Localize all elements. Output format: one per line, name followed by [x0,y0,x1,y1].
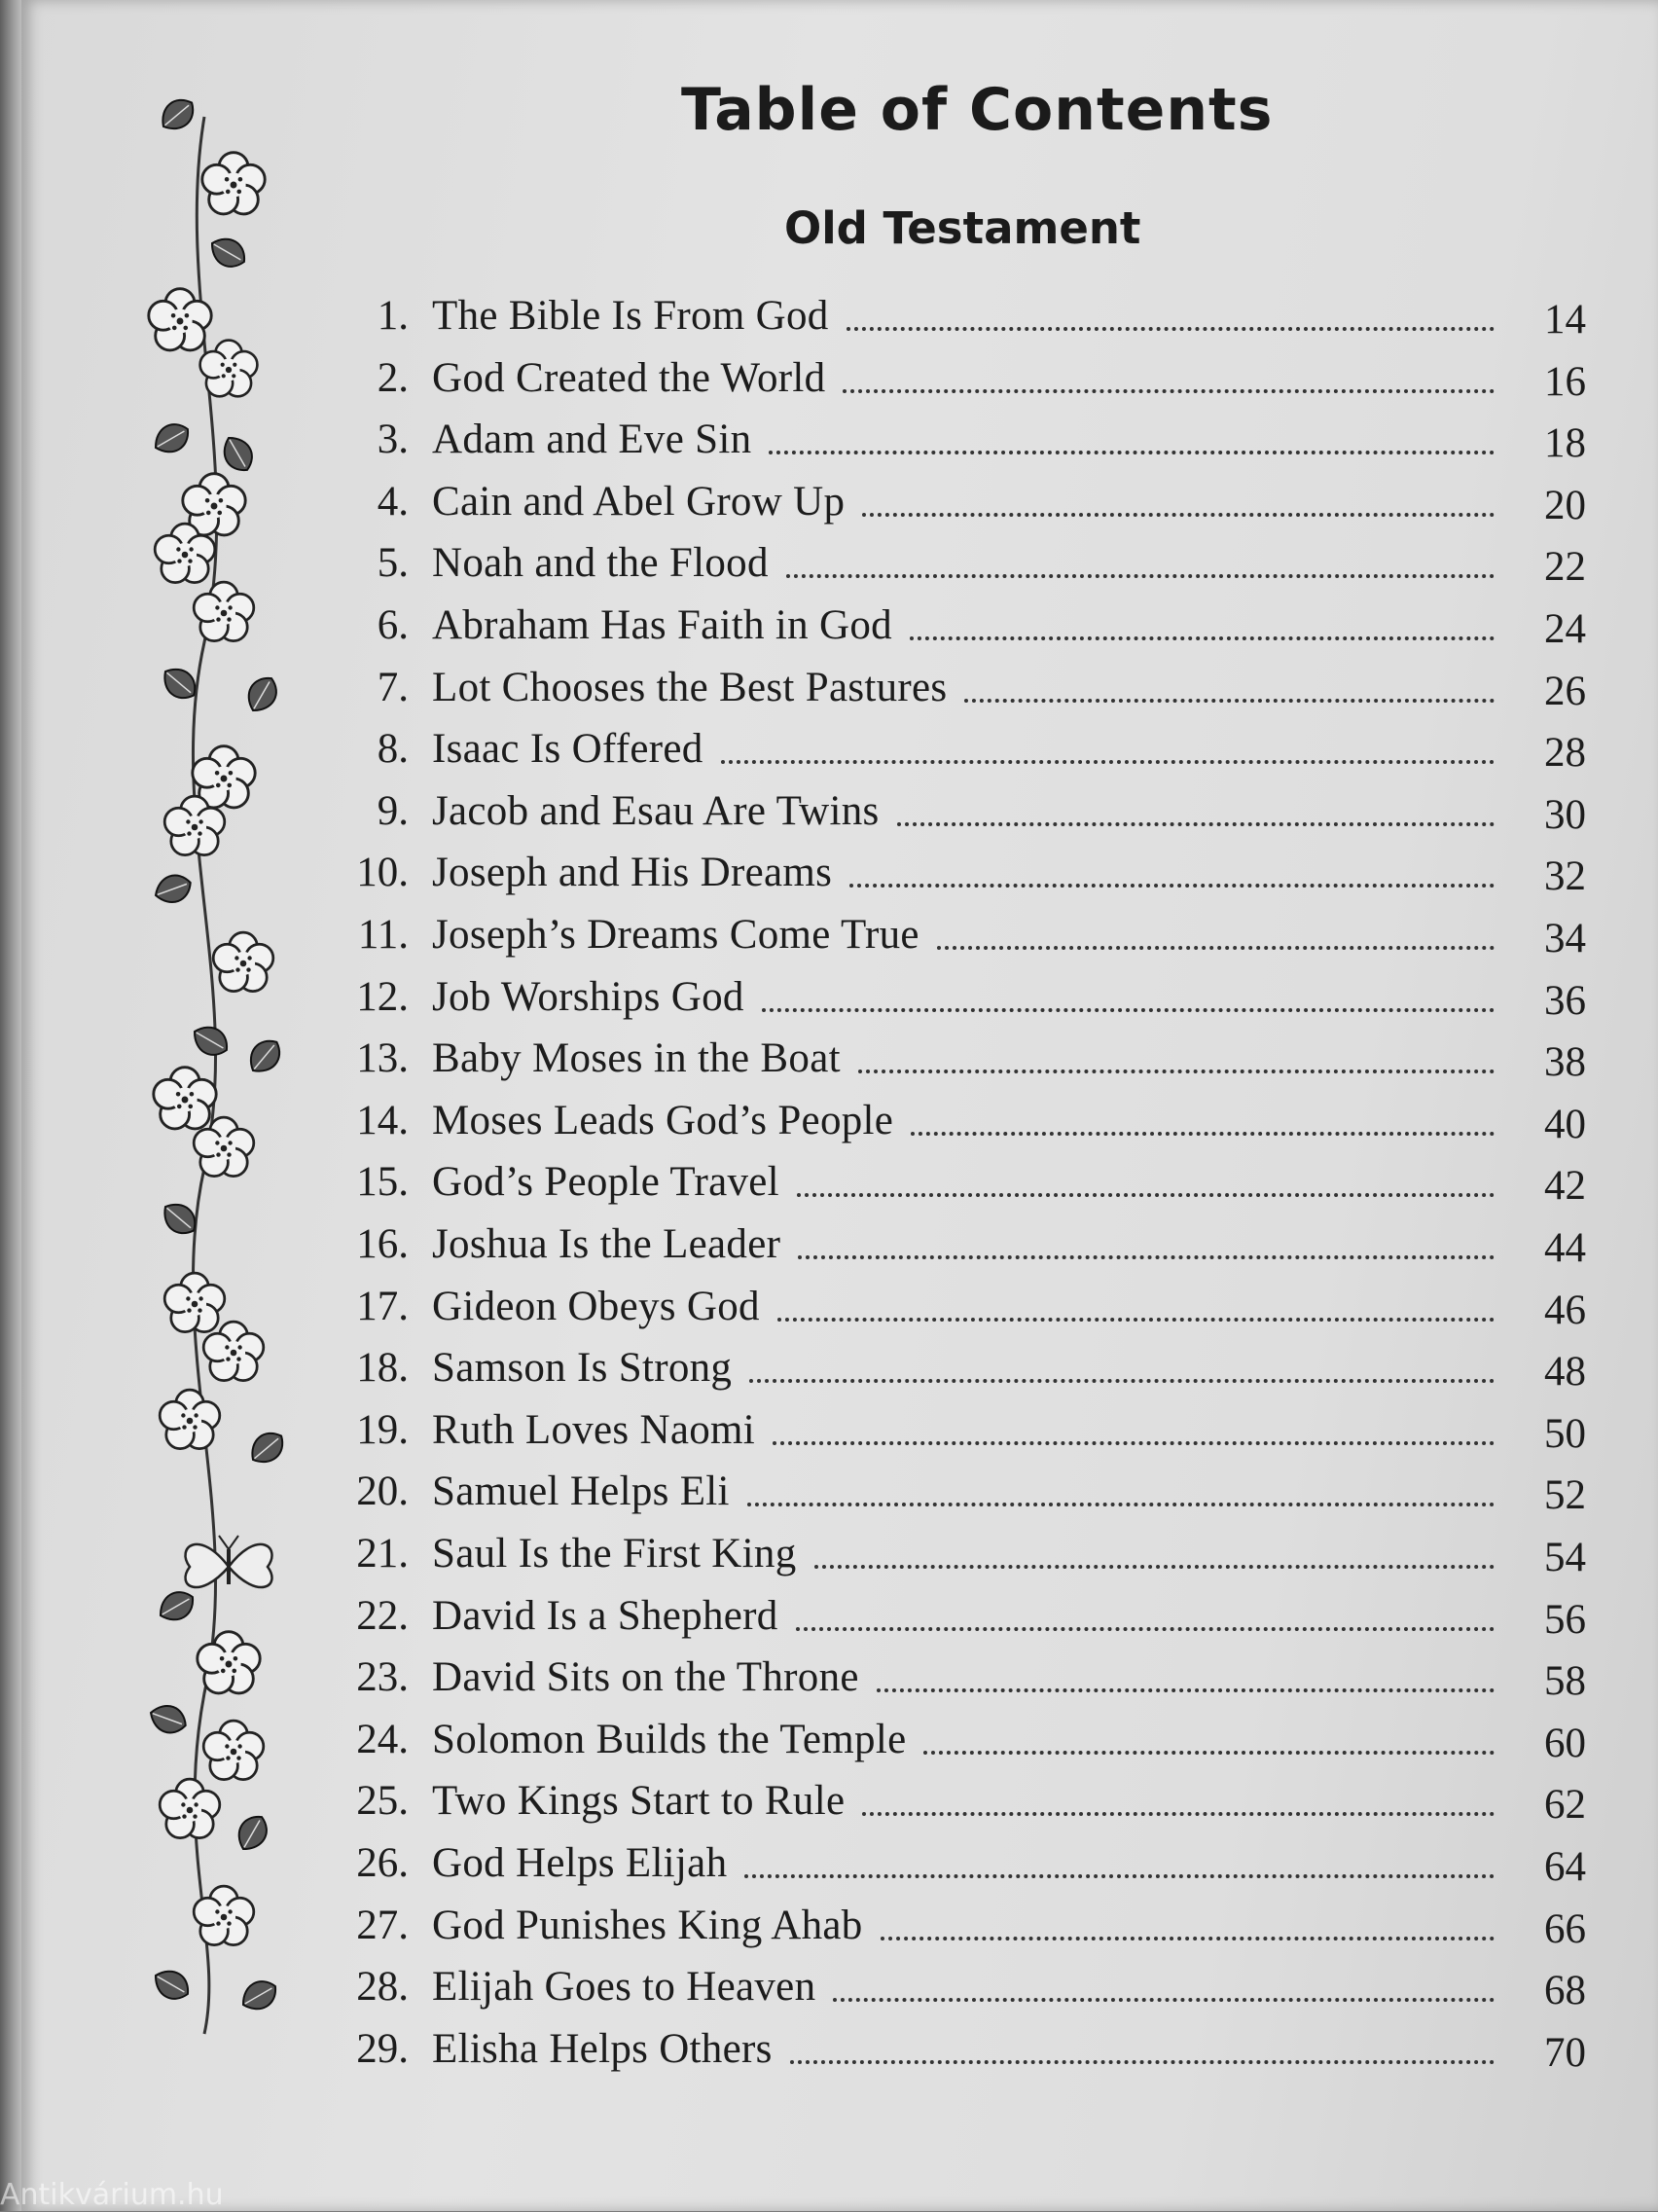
dot-leader [843,383,1495,393]
toc-entry [0,725,1658,783]
entry-page-number: 44 [1544,1225,1586,1271]
entry-title: Ruth Loves Naomi [432,1406,756,1453]
dot-leader [790,2054,1495,2064]
entry-page-number: 36 [1544,977,1586,1024]
entry-page-number: 48 [1544,1349,1586,1396]
entry-page-number: 34 [1544,916,1586,961]
toc-entry [0,1034,1658,1093]
entry-title: Samson Is Strong [432,1345,733,1392]
entry-page-number: 16 [1544,358,1586,405]
dot-leader [847,321,1495,331]
entry-number: 11. [357,912,409,958]
dot-leader [862,507,1495,517]
toc-entry [0,1406,1658,1465]
dot-leader [937,940,1495,950]
entry-title: God’s People Travel [432,1159,779,1206]
dot-leader [849,878,1495,888]
entry-number: 3. [377,417,409,463]
entry-number: 4. [377,478,409,525]
entry-page-number: 58 [1544,1658,1586,1705]
entry-title: Saul Is the First King [432,1531,797,1577]
entry-number: 26. [356,1840,409,1886]
toc-entry [0,1097,1658,1155]
entry-number: 17. [356,1283,409,1329]
entry-page-number: 52 [1544,1472,1586,1519]
entry-page-number: 46 [1544,1287,1586,1333]
dot-leader [721,754,1495,764]
toc-entry [0,1716,1658,1774]
section-heading: Old Testament [784,202,1141,254]
toc-entry [0,2025,1658,2084]
entry-page-number: 54 [1544,1535,1586,1580]
entry-title: Cain and Abel Grow Up [432,478,846,525]
entry-title: God Created the World [432,354,826,401]
entry-page-number: 60 [1544,1720,1586,1766]
toc-entry [0,1220,1658,1279]
toc-entry [0,1344,1658,1402]
entry-number: 21. [356,1531,409,1577]
dot-leader [797,1187,1495,1197]
entry-title: Elijah Goes to Heaven [432,1964,816,2011]
entry-number: 8. [377,726,409,773]
entry-number: 23. [356,1654,409,1701]
dot-leader [798,1250,1495,1259]
toc-entry [0,1653,1658,1712]
entry-page-number: 66 [1544,1905,1586,1952]
entry-number: 22. [356,1592,409,1639]
dot-leader [877,1683,1495,1692]
entry-page-number: 30 [1544,791,1586,838]
entry-number: 19. [356,1406,409,1453]
entry-page-number: 32 [1544,853,1586,900]
toc-entry [0,1283,1658,1341]
entry-title: Elisha Helps Others [432,2025,773,2072]
entry-number: 25. [356,1778,409,1825]
entry-page-number: 28 [1544,730,1586,777]
entry-title: Two Kings Start to Rule [432,1778,846,1825]
dot-leader [923,1745,1495,1755]
entry-page-number: 22 [1544,544,1586,591]
dot-leader [769,445,1495,454]
entry-number: 1. [377,293,409,339]
entry-page-number: 26 [1544,668,1586,714]
dot-leader [833,1992,1495,2002]
toc-entry [0,354,1658,413]
toc-entry [0,973,1658,1032]
toc-entry [0,601,1658,660]
dot-leader [910,631,1495,640]
entry-title: Moses Leads God’s People [432,1097,894,1143]
entry-page-number: 38 [1544,1039,1586,1086]
toc-entry [0,478,1658,536]
entry-title: Job Worships God [432,973,744,1020]
dot-leader [786,568,1495,578]
entry-title: Abraham Has Faith in God [432,602,892,648]
entry-page-number: 24 [1544,606,1586,652]
entry-number: 5. [377,540,409,587]
dot-leader [911,1126,1495,1136]
dot-leader [777,1312,1495,1322]
dot-leader [749,1373,1495,1383]
entry-page-number: 40 [1544,1101,1586,1147]
entry-title: Gideon Obeys God [432,1283,760,1329]
toc-entry [0,1777,1658,1835]
toc-entry [0,416,1658,474]
toc-entry [0,664,1658,722]
entry-page-number: 14 [1544,297,1586,343]
entry-page-number: 20 [1544,482,1586,528]
entry-number: 18. [356,1345,409,1392]
entry-number: 7. [377,664,409,710]
entry-page-number: 64 [1544,1844,1586,1890]
entry-title: Adam and Eve Sin [432,417,752,463]
entry-title: Isaac Is Offered [432,726,703,773]
entry-title: God Helps Elijah [432,1840,728,1886]
entry-page-number: 50 [1544,1410,1586,1457]
dot-leader [858,1064,1495,1073]
toc-entry [0,1468,1658,1526]
dot-leader [747,1497,1495,1506]
toc-entry [0,292,1658,350]
dot-leader [881,1931,1495,1940]
entry-page-number: 18 [1544,420,1586,467]
entry-number: 15. [356,1159,409,1206]
dot-leader [964,693,1495,703]
entry-number: 16. [356,1221,409,1267]
dot-leader [744,1868,1495,1878]
dot-leader [897,816,1495,826]
entry-number: 24. [356,1716,409,1762]
entry-number: 28. [356,1964,409,2011]
entry-title: God Punishes King Ahab [432,1902,863,1948]
dot-leader [862,1806,1495,1816]
entry-number: 6. [377,602,409,648]
toc-entry [0,1530,1658,1588]
toc-entry [0,1158,1658,1216]
entry-number: 14. [356,1097,409,1143]
entry-page-number: 68 [1544,1968,1586,2014]
entry-title: Joshua Is the Leader [432,1221,781,1267]
entry-title: Baby Moses in the Boat [432,1035,841,1082]
entry-number: 10. [356,850,409,896]
toc-entry [0,849,1658,907]
toc-entry [0,1902,1658,1960]
toc-entry [0,787,1658,846]
dot-leader [773,1435,1495,1445]
toc-entry [0,1839,1658,1898]
entry-title: Jacob and Esau Are Twins [432,787,880,834]
entry-page-number: 56 [1544,1596,1586,1643]
entry-number: 2. [377,354,409,401]
entry-number: 13. [356,1035,409,1082]
entry-number: 20. [356,1469,409,1515]
entry-page-number: 62 [1544,1782,1586,1829]
entry-title: The Bible Is From God [432,293,829,339]
toc-entry [0,911,1658,969]
toc-entry [0,539,1658,598]
entry-title: Joseph’s Dreams Come True [432,912,919,958]
dot-leader [814,1559,1495,1569]
toc-entry [0,1592,1658,1650]
entry-title: Samuel Helps Eli [432,1469,730,1515]
entry-title: David Is a Shepherd [432,1592,778,1639]
entry-title: Joseph and His Dreams [432,850,833,896]
entry-title: Solomon Builds the Temple [432,1716,907,1762]
dot-leader [762,1002,1495,1012]
dot-leader [796,1621,1495,1631]
entry-page-number: 70 [1544,2029,1586,2076]
toc-entry [0,1963,1658,2021]
entry-page-number: 42 [1544,1163,1586,1210]
entry-number: 12. [356,973,409,1020]
entry-title: Lot Chooses the Best Pastures [432,664,948,710]
page-title: Table of Contents [681,76,1274,144]
watermark-text: Antikvárium.hu [0,2178,224,2212]
entry-number: 9. [377,787,409,834]
entry-title: Noah and the Flood [432,540,769,587]
entry-number: 27. [356,1902,409,1948]
entry-number: 29. [356,2025,409,2072]
entry-title: David Sits on the Throne [432,1654,859,1701]
